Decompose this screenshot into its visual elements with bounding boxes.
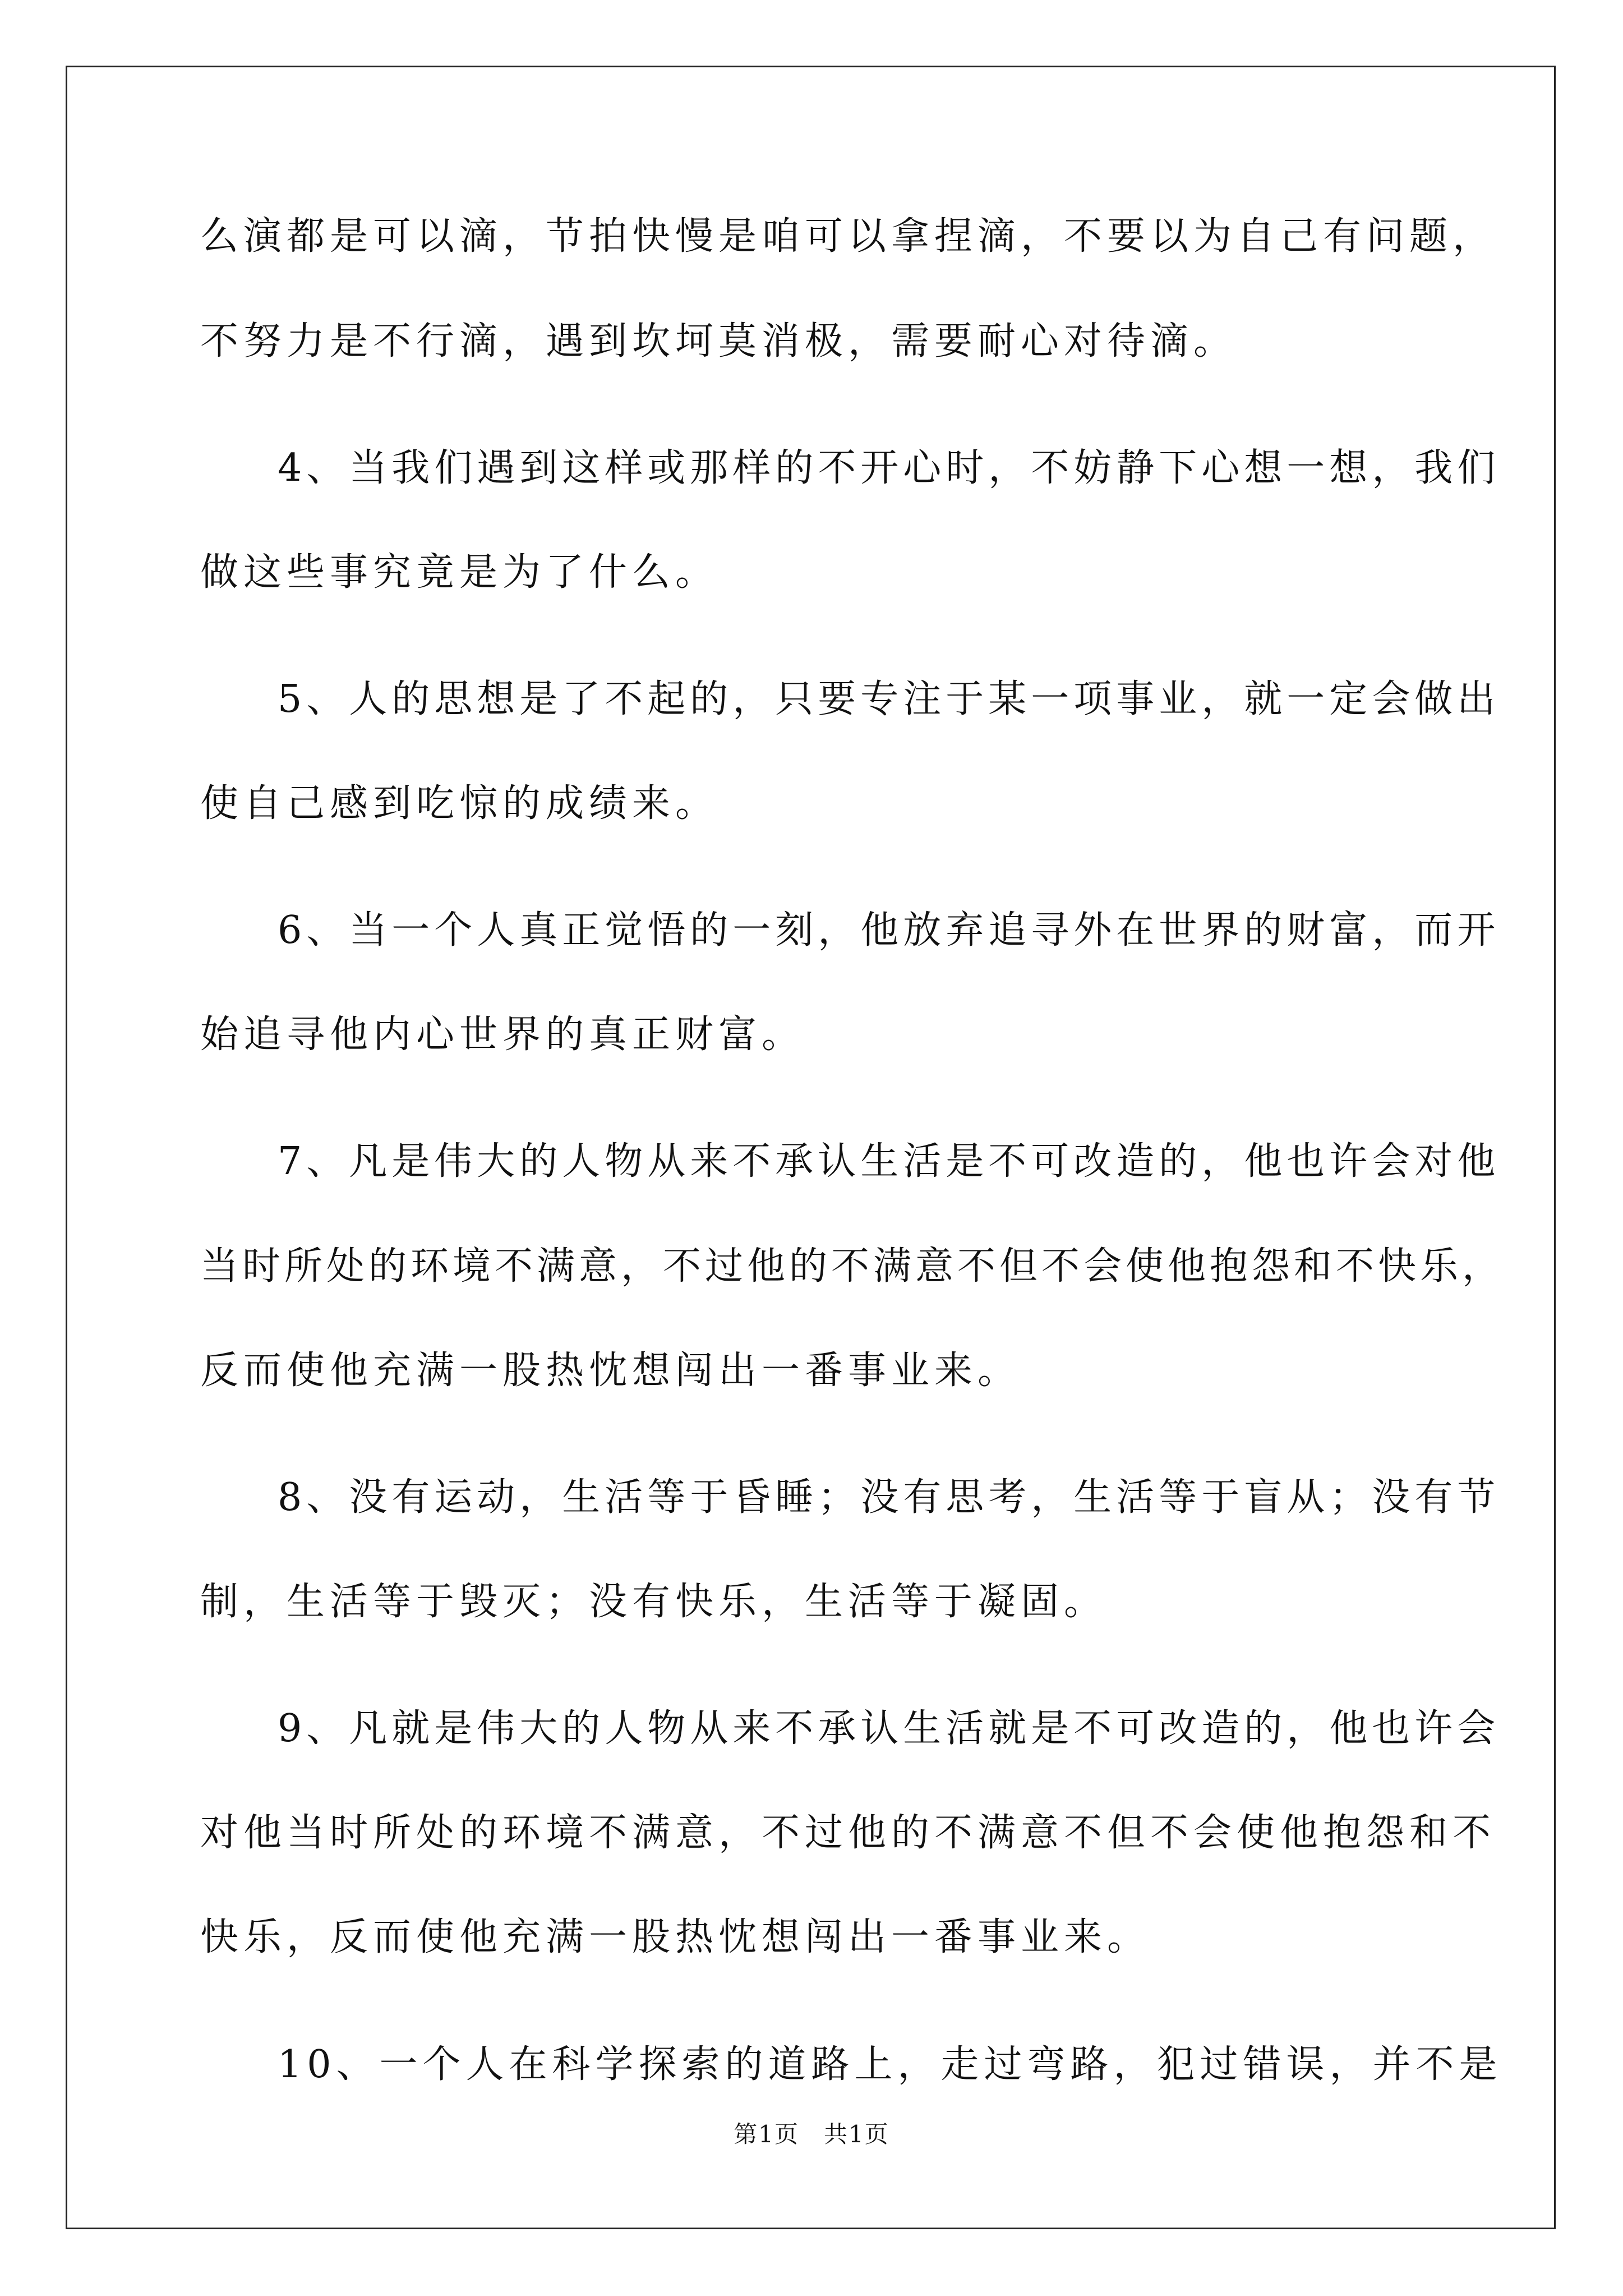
text-line-11: 反而使他充满一股热忱想闯出一番事业来。 xyxy=(200,1349,1021,1393)
text-line-6: 使自己感到吃惊的成绩来。 xyxy=(200,781,719,826)
text-line-13: 制，生活等于毁灭；没有快乐，生活等于凝固。 xyxy=(200,1580,1108,1624)
text-line-7: 6、当一个人真正觉悟的一刻，他放弃追寻外在世界的财富，而开 xyxy=(278,908,1500,953)
text-line-15: 对他当时所处的环境不满意，不过他的不满意不但不会使他抱怨和不 xyxy=(200,1811,1496,1855)
text-line-12: 8、没有运动，生活等于昏睡；没有思考，生活等于盲从；没有节 xyxy=(278,1475,1500,1520)
text-line-2: 不努力是不行滴，遇到坎坷莫消极，需要耐心对待滴。 xyxy=(200,319,1237,364)
text-line-10: 当时所处的环境不满意，不过他的不满意不但不会使他抱怨和不快乐， xyxy=(200,1244,1505,1289)
text-line-16: 快乐，反而使他充满一股热忱想闯出一番事业来。 xyxy=(200,1915,1151,1959)
page-footer: 第1页 共1页 xyxy=(734,2120,889,2148)
text-line-5: 5、人的思想是了不起的，只要专注于某一项事业，就一定会做出 xyxy=(278,677,1500,721)
text-line-9: 7、凡是伟大的人物从来不承认生活是不可改造的，他也许会对他 xyxy=(278,1139,1500,1184)
text-line-8: 始追寻他内心世界的真正财富。 xyxy=(200,1013,805,1057)
text-line-14: 9、凡就是伟大的人物从来不承认生活就是不可改造的，他也许会 xyxy=(278,1706,1500,1751)
text-line-4: 做这些事究竟是为了什么。 xyxy=(200,550,719,595)
text-line-1: 么演都是可以滴，节拍快慢是咱可以拿捏滴，不要以为自己有问题， xyxy=(200,214,1496,259)
text-line-3: 4、当我们遇到这样或那样的不开心时，不妨静下心想一想，我们 xyxy=(278,446,1500,490)
text-line-17: 10、一个人在科学探索的道路上，走过弯路，犯过错误，并不是 xyxy=(278,2042,1502,2087)
